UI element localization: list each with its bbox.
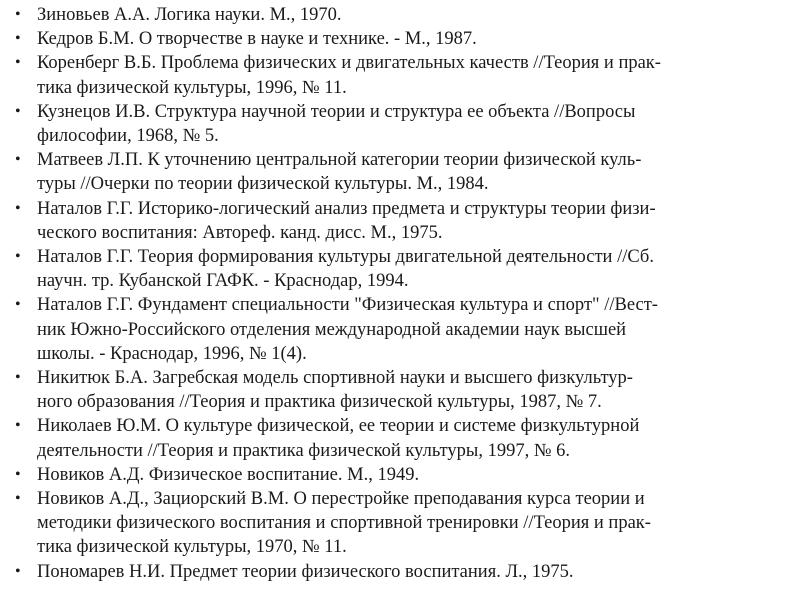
- reference-text-line: ного образования //Теория и практика физической культуры, 1987, № 7.: [37, 392, 602, 413]
- reference-item: [0, 148, 800, 196]
- bullet-icon: •: [15, 417, 21, 435]
- reference-item: [0, 3, 800, 27]
- reference-text-line: Кузнецов И.В. Структура научной теории и структура ее объекта //Вопросы: [37, 101, 636, 122]
- reference-text-line: Наталов Г.Г. Историко-логический анализ предмета и структуры теории физи-: [37, 198, 656, 219]
- reference-text-line: Зиновьев А.А. Логика науки. М., 1970.: [37, 5, 342, 25]
- reference-text-line: Николаев Ю.М. О культуре физической, ее теории и системе физкультурной: [37, 416, 640, 437]
- reference-item: [0, 293, 800, 366]
- reference-item: [0, 463, 800, 487]
- reference-text-line: тика физической культуры, 1996, № 11.: [37, 77, 347, 98]
- reference-text-line: туры //Очерки по теории физической культуры. М., 1984.: [37, 174, 489, 195]
- reference-item: [0, 51, 800, 99]
- bullet-icon: •: [15, 30, 21, 48]
- reference-item: [0, 197, 800, 245]
- bullet-icon: •: [15, 465, 21, 483]
- reference-text-line: тика физической культуры, 1970, № 11.: [37, 537, 347, 558]
- reference-text-line: ческого воспитания: Автореф. канд. дисс. М., 1975.: [37, 222, 443, 243]
- reference-item: [0, 560, 800, 584]
- bullet-icon: •: [15, 490, 21, 508]
- bullet-icon: •: [15, 369, 21, 387]
- reference-item: [0, 100, 800, 148]
- reference-text-line: Кедров Б.М. О творчестве в науке и технике. - М., 1987.: [37, 29, 477, 50]
- reference-text-line: Новиков А.Д., Зациорский В.М. О перестройке преподавания курса теории и: [37, 489, 645, 510]
- bullet-icon: •: [15, 199, 21, 217]
- reference-item: [0, 414, 800, 462]
- reference-item: [0, 366, 800, 414]
- bullet-icon: •: [15, 102, 21, 120]
- reference-text-line: деятельности //Теория и практика физической культуры, 1997, № 6.: [37, 440, 570, 461]
- reference-text-line: Коренберг В.Б. Проблема физических и двигательных качеств //Теория и прак-: [37, 53, 661, 74]
- reference-item: [0, 487, 800, 560]
- reference-text-line: Пономарев Н.И. Предмет теории физического воспитания. Л., 1975.: [37, 561, 574, 582]
- bullet-icon: •: [15, 562, 21, 580]
- bullet-icon: •: [15, 296, 21, 314]
- reference-text-line: научн. тр. Кубанской ГАФК. - Краснодар, 1994.: [37, 271, 409, 292]
- reference-text-line: Наталов Г.Г. Теория формирования культуры двигательной деятельности //Сб.: [37, 247, 654, 268]
- bullet-icon: •: [15, 6, 21, 23]
- reference-text-line: методики физического воспитания и спортивной тренировки //Теория и прак-: [37, 513, 651, 534]
- bullet-icon: •: [15, 54, 21, 72]
- reference-text-line: школы. - Краснодар, 1996, № 1(4).: [37, 343, 307, 364]
- reference-text-line: Новиков А.Д. Физическое воспитание. М., 1949.: [37, 464, 420, 485]
- bullet-icon: •: [15, 248, 21, 266]
- reference-text-line: ник Южно-Российского отделения международной академии наук высшей: [37, 319, 627, 340]
- reference-item: [0, 27, 800, 51]
- bullet-icon: •: [15, 151, 21, 169]
- reference-item: [0, 245, 800, 293]
- reference-text-line: Наталов Г.Г. Фундамент специальности "Физическая культура и спорт" //Вест-: [37, 295, 658, 316]
- reference-text-line: Матвеев Л.П. К уточнению центральной категории теории физической куль-: [37, 150, 642, 171]
- reference-text-line: Никитюк Б.А. Загребская модель спортивной науки и высшего физкультур-: [37, 368, 633, 389]
- reference-text-line: философии, 1968, № 5.: [37, 126, 219, 147]
